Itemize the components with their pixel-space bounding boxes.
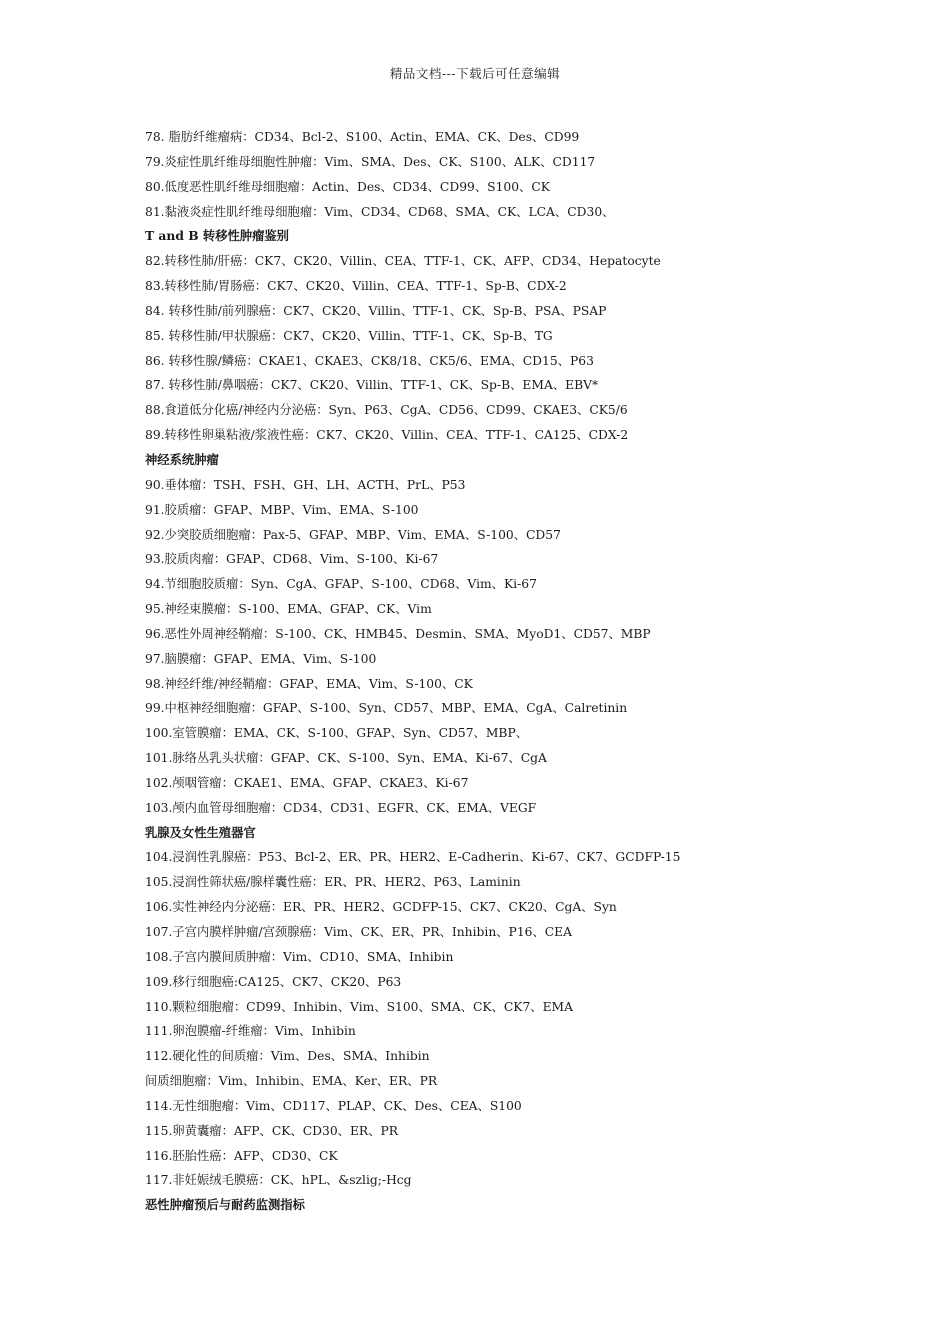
text-line: 79.炎症性肌纤维母细胞性肿瘤：Vim、SMA、Des、CK、S100、ALK、CD117 — [145, 154, 596, 169]
section-heading: 神经系统肿瘤 — [145, 451, 219, 467]
text-line: 105.浸润性筛状癌/腺样囊性癌：ER、PR、HER2、P63、Laminin — [145, 875, 521, 890]
text-line: 102.颅咽管瘤：CKAE1、EMA、GFAP、CKAE3、Ki-67 — [145, 775, 469, 790]
text-line: 109.移行细胞癌:CA125、CK7、CK20、P63 — [145, 974, 402, 989]
text-line: 99.中枢神经细胞瘤：GFAP、S-100、Syn、CD57、MBP、EMA、CgA、Calretinin — [145, 701, 628, 716]
text-line: 103.颅内血管母细胞瘤：CD34、CD31、EGFR、CK、EMA、VEGF — [145, 800, 537, 815]
text-line: 91.胶质瘤：GFAP、MBP、Vim、EMA、S-100 — [145, 502, 419, 517]
text-line: 80.低度恶性肌纤维母细胞瘤：Actin、Des、CD34、CD99、S100、CK — [145, 179, 550, 194]
text-line: 114.无性细胞瘤：Vim、CD117、PLAP、CK、Des、CEA、S100 — [145, 1098, 522, 1113]
text-line: 108.子宫内膜间质肿瘤：Vim、CD10、SMA、Inhibin — [145, 949, 454, 964]
text-line: 116.胚胎性癌：AFP、CD30、CK — [145, 1148, 338, 1163]
text-line: 97.脑膜瘤：GFAP、EMA、Vim、S-100 — [145, 651, 377, 666]
text-line: 78. 脂肪纤维瘤病：CD34、Bcl-2、S100、Actin、EMA、CK、Des、CD99 — [145, 130, 580, 144]
section-heading: T and B 转移性肿瘤鉴别 — [145, 228, 289, 244]
text-line: 100.室管膜瘤：EMA、CK、S-100、GFAP、Syn、CD57、MBP、 — [145, 726, 529, 741]
text-line: 89.转移性卵巢粘液/浆液性癌：CK7、CK20、Villin、CEA、TTF-1、CA125、CDX-2 — [145, 428, 629, 443]
text-line: 93.胶质肉瘤：GFAP、CD68、Vim、S-100、Ki-67 — [145, 552, 439, 567]
text-line: 87. 转移性肺/鼻咽癌：CK7、CK20、Villin、TTF-1、CK、Sp-B、EMA、EBV* — [145, 378, 599, 393]
text-line: 83.转移性肺/胃肠癌：CK7、CK20、Villin、CEA、TTF-1、Sp-B、CDX-2 — [145, 279, 567, 294]
document-body — [145, 125, 865, 1218]
text-line: 81.黏液炎症性肌纤维母细胞瘤：Vim、CD34、CD68、SMA、CK、LCA、CD30、 — [145, 204, 615, 219]
text-line: 88.食道低分化癌/神经内分泌癌：Syn、P63、CgA、CD56、CD99、CKAE3、CK5/6 — [145, 403, 628, 418]
text-line: 115.卵黄囊瘤：AFP、CK、CD30、ER、PR — [145, 1123, 399, 1138]
section-heading: 乳腺及女性生殖器官 — [145, 824, 256, 840]
text-line: 111.卵泡膜瘤-纤维瘤：Vim、Inhibin — [145, 1024, 356, 1039]
text-line: 106.实性神经内分泌癌：ER、PR、HER2、GCDFP-15、CK7、CK20、CgA、Syn — [145, 900, 617, 915]
text-line: 107.子宫内膜样肿瘤/宫颈腺癌：Vim、CK、ER、PR、Inhibin、P16、CEA — [145, 925, 573, 939]
text-line: 117.非妊娠绒毛膜癌：CK、hPL、&szlig;-Hcg — [145, 1173, 412, 1188]
text-line: 84. 转移性肺/前列腺癌：CK7、CK20、Villin、TTF-1、CK、Sp-B、PSA、PSAP — [145, 303, 607, 318]
text-line: 90.垂体瘤：TSH、FSH、GH、LH、ACTH、PrL、P53 — [145, 477, 466, 492]
text-line: 101.脉络丛乳头状瘤：GFAP、CK、S-100、Syn、EMA、Ki-67、CgA — [145, 751, 547, 766]
text-line: 104.浸润性乳腺癌：P53、Bcl-2、ER、PR、HER2、E-Cadherin、Ki-67、CK7、GCDFP-15 — [145, 850, 681, 865]
text-line: 82.转移性肺/肝癌：CK7、CK20、Villin、CEA、TTF-1、CK、AFP、CD34、Hepatocyte — [145, 254, 661, 269]
text-line: 98.神经纤维/神经鞘瘤：GFAP、EMA、Vim、S-100、CK — [145, 676, 473, 691]
text-line: 96.恶性外周神经鞘瘤：S-100、CK、HMB45、Desmin、SMA、MyoD1、CD57、MBP — [145, 626, 651, 641]
text-line: 92.少突胶质细胞瘤：Pax-5、GFAP、MBP、Vim、EMA、S-100、CD57 — [145, 527, 561, 542]
text-line: 112.硬化性的间质瘤：Vim、Des、SMA、Inhibin — [145, 1049, 430, 1064]
text-line: 95.神经束膜瘤：S-100、EMA、GFAP、CK、Vim — [145, 602, 432, 617]
page-header: 精品文档---下载后可任意编辑 — [389, 66, 561, 81]
text-line: 85. 转移性肺/甲状腺癌：CK7、CK20、Villin、TTF-1、CK、Sp-B、TG — [145, 328, 553, 343]
text-line: 86. 转移性腺/鳞癌：CKAE1、CKAE3、CK8/18、CK5/6、EMA、CD15、P63 — [145, 353, 594, 368]
text-line: 间质细胞瘤：Vim、Inhibin、EMA、Ker、ER、PR — [145, 1074, 438, 1089]
section-heading: 恶性肿瘤预后与耐药监测指标 — [145, 1197, 305, 1213]
text-line: 94.节细胞胶质瘤：Syn、CgA、GFAP、S-100、CD68、Vim、Ki-67 — [145, 577, 537, 592]
text-line: 110.颗粒细胞瘤：CD99、Inhibin、Vim、S100、SMA、CK、CK7、EMA — [145, 999, 574, 1014]
